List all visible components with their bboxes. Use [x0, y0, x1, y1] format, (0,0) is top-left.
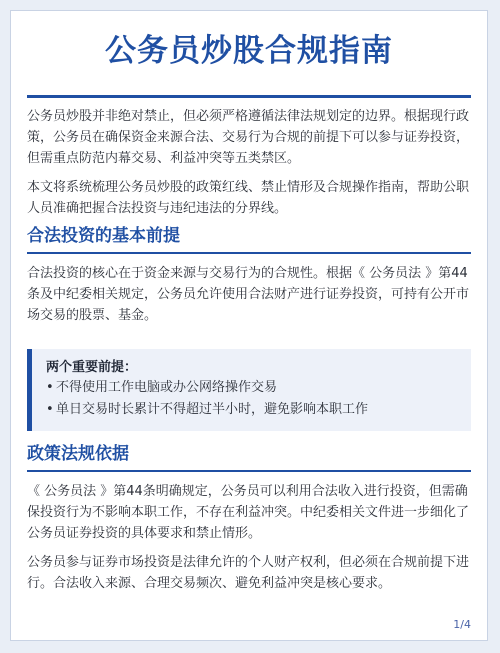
- page-number: 1/4: [453, 618, 471, 631]
- section-heading-legal-basis: 政策法规依据: [27, 444, 129, 464]
- page-title: 公务员炒股合规指南: [105, 33, 393, 69]
- callout-item-text: 单日交易时长累计不得超过半小时，避免影响本职工作: [56, 402, 369, 417]
- intro-paragraph-1: 公务员炒股并非绝对禁止，但必须严格遵循法律法规划定的边界。根据现行政策，公务员在确保资金来源合法、交易行为合规的前提下可以参与证券投资，但需重点防范内幕交易、利益冲突等五类禁区。: [27, 109, 470, 166]
- title-divider: [27, 95, 471, 98]
- section-heading-prerequisites: 合法投资的基本前提: [27, 226, 180, 246]
- callout-box: [27, 349, 471, 431]
- callout-item: [46, 377, 471, 399]
- callout-item: [46, 399, 471, 421]
- document-page: [10, 10, 488, 641]
- section-paragraph: 公务员参与证券市场投资是法律允许的个人财产权利，但必须在合规前提下进行。合法收入来源、合理交易频次、避免利益冲突是核心要求。: [27, 555, 470, 591]
- section-divider: [27, 470, 471, 472]
- intro-paragraph-2: 本文将系统梳理公务员炒股的政策红线、禁止情形及合规操作指南，帮助公职人员准确把握合法投资与违纪违法的分界线。: [27, 180, 470, 216]
- bullet-icon: •: [46, 380, 54, 395]
- callout-title: 两个重要前提：: [46, 360, 138, 375]
- section-paragraph: 合法投资的核心在于资金来源与交易行为的合规性。根据《 公务员法 》第44条及中纪委相关规定，公务员允许使用合法财产进行证券投资，可持有公开市场交易的股票、基金。: [27, 266, 470, 323]
- section-divider: [27, 252, 471, 254]
- section-paragraph: 《 公务员法 》第44条明确规定，公务员可以利用合法收入进行投资，但需确保投资行为不影响本职工作，不存在利益冲突。中纪委相关文件进一步细化了公务员证券投资的具体要求和禁止情形。: [27, 484, 470, 541]
- callout-item-text: 不得使用工作电脑或办公网络操作交易: [56, 380, 278, 395]
- bullet-icon: •: [46, 402, 54, 417]
